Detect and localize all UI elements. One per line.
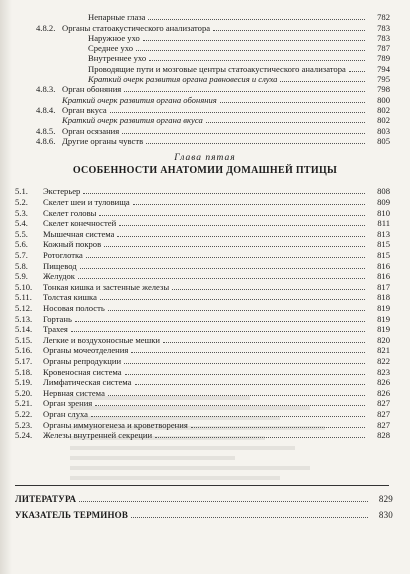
entry-title: Пищевод xyxy=(43,260,77,271)
dot-leader xyxy=(135,384,366,385)
page-number: 802 xyxy=(377,115,390,126)
dot-leader xyxy=(100,299,365,300)
dot-leader xyxy=(148,19,365,20)
page-number: 794 xyxy=(377,63,390,74)
entry-title: Гортань xyxy=(43,313,72,324)
page-number: 819 xyxy=(377,313,390,324)
dot-leader xyxy=(131,517,368,518)
toc-entry xyxy=(0,22,410,32)
dot-leader xyxy=(75,321,365,322)
page-number: 827 xyxy=(377,419,390,430)
toc-entry xyxy=(0,324,410,335)
entry-title: Органы репродукции xyxy=(43,355,122,366)
entry-number: 4.8.4. xyxy=(36,104,56,115)
entry-number: 5.12. xyxy=(15,302,33,313)
page-number: 827 xyxy=(377,408,390,419)
entry-title: Кожный покров xyxy=(43,239,102,250)
page-number: 815 xyxy=(377,239,390,250)
toc-entry xyxy=(0,260,410,271)
entry-number: 5.18. xyxy=(15,366,33,377)
entry-title: Экстерьер xyxy=(43,186,81,197)
dot-leader xyxy=(172,289,365,290)
entry-title: Орган слуха xyxy=(43,408,88,419)
chapter-label: Глава пятая xyxy=(174,152,236,163)
toc-entry xyxy=(0,271,410,282)
table-of-contents xyxy=(0,12,410,440)
toc-entry xyxy=(0,33,410,43)
entry-number: 4.8.6. xyxy=(36,135,56,146)
section-5-entries xyxy=(0,186,410,440)
entry-title: Орган вкуса xyxy=(62,104,107,115)
toc-entry xyxy=(0,430,410,441)
page-number: 829 xyxy=(378,494,393,504)
dot-leader xyxy=(143,40,365,41)
toc-entry xyxy=(0,105,410,115)
entry-number: 5.5. xyxy=(15,228,28,239)
dot-leader xyxy=(86,257,365,258)
entry-title: Тонкая кишка и застенные железы xyxy=(43,281,170,292)
toc-entry xyxy=(0,43,410,53)
entry-number: 5.23. xyxy=(15,419,33,430)
dot-leader xyxy=(124,363,365,364)
page-number: 811 xyxy=(377,218,390,229)
page-number: 826 xyxy=(377,377,390,388)
section-4-entries xyxy=(0,12,410,146)
toc-entry xyxy=(15,504,393,520)
page-number: 803 xyxy=(377,125,390,136)
entry-title: Носовая полость xyxy=(43,302,105,313)
dot-leader xyxy=(80,268,365,269)
chapter-title: ОСОБЕННОСТИ АНАТОМИИ ДОМАШНЕЙ ПТИЦЫ xyxy=(72,164,338,176)
chapter-header xyxy=(0,153,410,177)
dot-leader xyxy=(79,501,368,502)
dot-leader xyxy=(95,405,365,406)
entry-title: Краткий очерк развития органа равновесия и слуха xyxy=(88,74,278,85)
dot-leader xyxy=(125,374,365,375)
page-number: 826 xyxy=(377,387,390,398)
page-number: 819 xyxy=(377,324,390,335)
dot-leader xyxy=(119,225,365,226)
toc-entry xyxy=(0,239,410,250)
entry-title: Легкие и воздухоносные мешки xyxy=(43,334,160,345)
entry-title: Желудок xyxy=(43,271,75,282)
toc-entry xyxy=(0,84,410,94)
entry-number: 5.20. xyxy=(15,387,33,398)
entry-number: 5.3. xyxy=(15,207,28,218)
page-number: 813 xyxy=(377,228,390,239)
entry-number: 5.16. xyxy=(15,345,33,356)
toc-entry xyxy=(0,355,410,366)
dot-leader xyxy=(83,193,365,194)
page-number: 828 xyxy=(377,430,390,441)
page-number: 809 xyxy=(377,197,390,208)
page-number: 827 xyxy=(377,398,390,409)
page-number: 782 xyxy=(377,12,390,23)
entry-number: 4.8.5. xyxy=(36,125,56,136)
toc-entry xyxy=(0,366,410,377)
entry-title: Мышечная система xyxy=(43,228,115,239)
entry-number: 5.22. xyxy=(15,408,33,419)
divider-rule xyxy=(15,485,389,486)
page-number: 817 xyxy=(377,281,390,292)
entry-title: Скелет головы xyxy=(43,207,97,218)
toc-entry xyxy=(0,228,410,239)
toc-entry xyxy=(0,334,410,345)
toc-entry xyxy=(0,63,410,73)
page-number: 823 xyxy=(377,366,390,377)
entry-title: Скелет конечностей xyxy=(43,218,117,229)
entry-number: 5.24. xyxy=(15,430,33,441)
dot-leader xyxy=(280,81,365,82)
toc-entry xyxy=(0,292,410,303)
toc-entry xyxy=(0,419,410,430)
page-number: 810 xyxy=(377,207,390,218)
entry-title: Железы внутренней секреции xyxy=(43,430,153,441)
entry-title: Кровеносная система xyxy=(43,366,122,377)
entry-number: 5.14. xyxy=(15,324,33,335)
entry-title: Проводящие пути и мозговые центры статоакустического анализатора xyxy=(88,63,346,74)
dot-leader xyxy=(124,91,365,92)
toc-entry xyxy=(0,207,410,218)
dot-leader xyxy=(155,437,365,438)
page-number: 816 xyxy=(377,271,390,282)
page-number: 819 xyxy=(377,302,390,313)
entry-number: 5.7. xyxy=(15,250,28,261)
dot-leader xyxy=(91,416,365,417)
toc-entry xyxy=(0,313,410,324)
entry-title: Толстая кишка xyxy=(43,292,97,303)
toc-entry xyxy=(0,94,410,104)
page-number: 820 xyxy=(377,334,390,345)
entry-title: Непарные глаза xyxy=(88,12,146,23)
dot-leader xyxy=(108,395,365,396)
dot-leader xyxy=(122,133,365,134)
entry-title: Нервная система xyxy=(43,387,105,398)
toc-entry xyxy=(0,408,410,419)
entry-number: 5.6. xyxy=(15,239,28,250)
page-number: 802 xyxy=(377,104,390,115)
page-number: 805 xyxy=(377,135,390,146)
toc-entry xyxy=(0,387,410,398)
entry-number: 5.9. xyxy=(15,271,28,282)
toc-entry xyxy=(0,74,410,84)
toc-entry xyxy=(0,398,410,409)
back-matter xyxy=(15,488,393,520)
entry-number: 4.8.2. xyxy=(36,22,56,33)
entry-number: 5.4. xyxy=(15,218,28,229)
toc-entry xyxy=(0,125,410,135)
page-number: 787 xyxy=(377,43,390,54)
entry-title: Орган зрения xyxy=(43,398,93,409)
dot-leader xyxy=(131,352,365,353)
dot-leader xyxy=(136,50,365,51)
entry-title: Орган осязания xyxy=(62,125,120,136)
dot-leader xyxy=(117,236,365,237)
dot-leader xyxy=(133,204,365,205)
dot-leader xyxy=(108,310,365,311)
toc-entry xyxy=(0,377,410,388)
page-number: 783 xyxy=(377,22,390,33)
entry-number: 5.17. xyxy=(15,355,33,366)
dot-leader xyxy=(163,342,365,343)
toc-entry xyxy=(0,53,410,63)
dot-leader xyxy=(191,427,365,428)
entry-title: Внутреннее ухо xyxy=(88,53,147,64)
entry-title: Наружное ухо xyxy=(88,32,140,43)
dot-leader xyxy=(146,143,365,144)
entry-title: Органы статоакустического анализатора xyxy=(62,22,211,33)
dot-leader xyxy=(104,246,365,247)
entry-number: 5.21. xyxy=(15,398,33,409)
page-number: 821 xyxy=(377,345,390,356)
dot-leader xyxy=(349,71,365,72)
page-number: 815 xyxy=(377,250,390,261)
page-number: 789 xyxy=(377,53,390,64)
toc-entry xyxy=(0,218,410,229)
dot-leader xyxy=(206,122,365,123)
page-number: 822 xyxy=(377,355,390,366)
entry-number: 5.8. xyxy=(15,260,28,271)
page-number: 808 xyxy=(377,186,390,197)
entry-number: 5.15. xyxy=(15,334,33,345)
entry-number: 5.1. xyxy=(15,186,28,197)
entry-title: Органы иммуногенеза и кроветворения xyxy=(43,419,188,430)
toc-entry xyxy=(15,488,393,504)
entry-title: Скелет шеи и туловища xyxy=(43,197,130,208)
dot-leader xyxy=(220,102,365,103)
dot-leader xyxy=(99,215,365,216)
dot-leader xyxy=(213,30,365,31)
entry-title: Лимфатическая система xyxy=(43,377,132,388)
toc-entry xyxy=(0,302,410,313)
entry-title: Другие органы чувств xyxy=(62,135,144,146)
entry-title: Трахея xyxy=(43,324,68,335)
entry-number: 5.11. xyxy=(15,292,32,303)
toc-entry xyxy=(0,136,410,146)
entry-title: УКАЗАТЕЛЬ ТЕРМИНОВ xyxy=(15,510,129,520)
toc-entry xyxy=(0,115,410,125)
entry-number: 4.8.3. xyxy=(36,84,56,95)
toc-entry xyxy=(0,249,410,260)
entry-title: Краткий очерк развития органа вкуса xyxy=(62,115,203,126)
page-number: 795 xyxy=(377,74,390,85)
toc-entry xyxy=(0,186,410,197)
entry-number: 5.10. xyxy=(15,281,33,292)
page-number: 830 xyxy=(378,510,393,520)
toc-entry xyxy=(0,196,410,207)
toc-entry xyxy=(0,281,410,292)
entry-title: ЛИТЕРАТУРА xyxy=(15,494,77,504)
entry-title: Органы мочеотделения xyxy=(43,345,129,356)
toc-entry xyxy=(0,345,410,356)
dot-leader xyxy=(71,331,365,332)
page-number: 783 xyxy=(377,32,390,43)
toc-entry xyxy=(0,12,410,22)
dot-leader xyxy=(78,278,365,279)
entry-title: Среднее ухо xyxy=(88,43,134,54)
entry-number: 5.19. xyxy=(15,377,33,388)
dot-leader xyxy=(110,112,365,113)
page-number: 798 xyxy=(377,84,390,95)
entry-number: 5.2. xyxy=(15,197,28,208)
entry-title: Ротоглотка xyxy=(43,250,83,261)
entry-title: Краткий очерк развития органа обоняния xyxy=(62,94,217,105)
dot-leader xyxy=(149,60,365,61)
page-number: 800 xyxy=(377,94,390,105)
page-number: 816 xyxy=(377,260,390,271)
entry-title: Орган обоняния xyxy=(62,84,122,95)
entry-number: 5.13. xyxy=(15,313,33,324)
page-number: 818 xyxy=(377,292,390,303)
